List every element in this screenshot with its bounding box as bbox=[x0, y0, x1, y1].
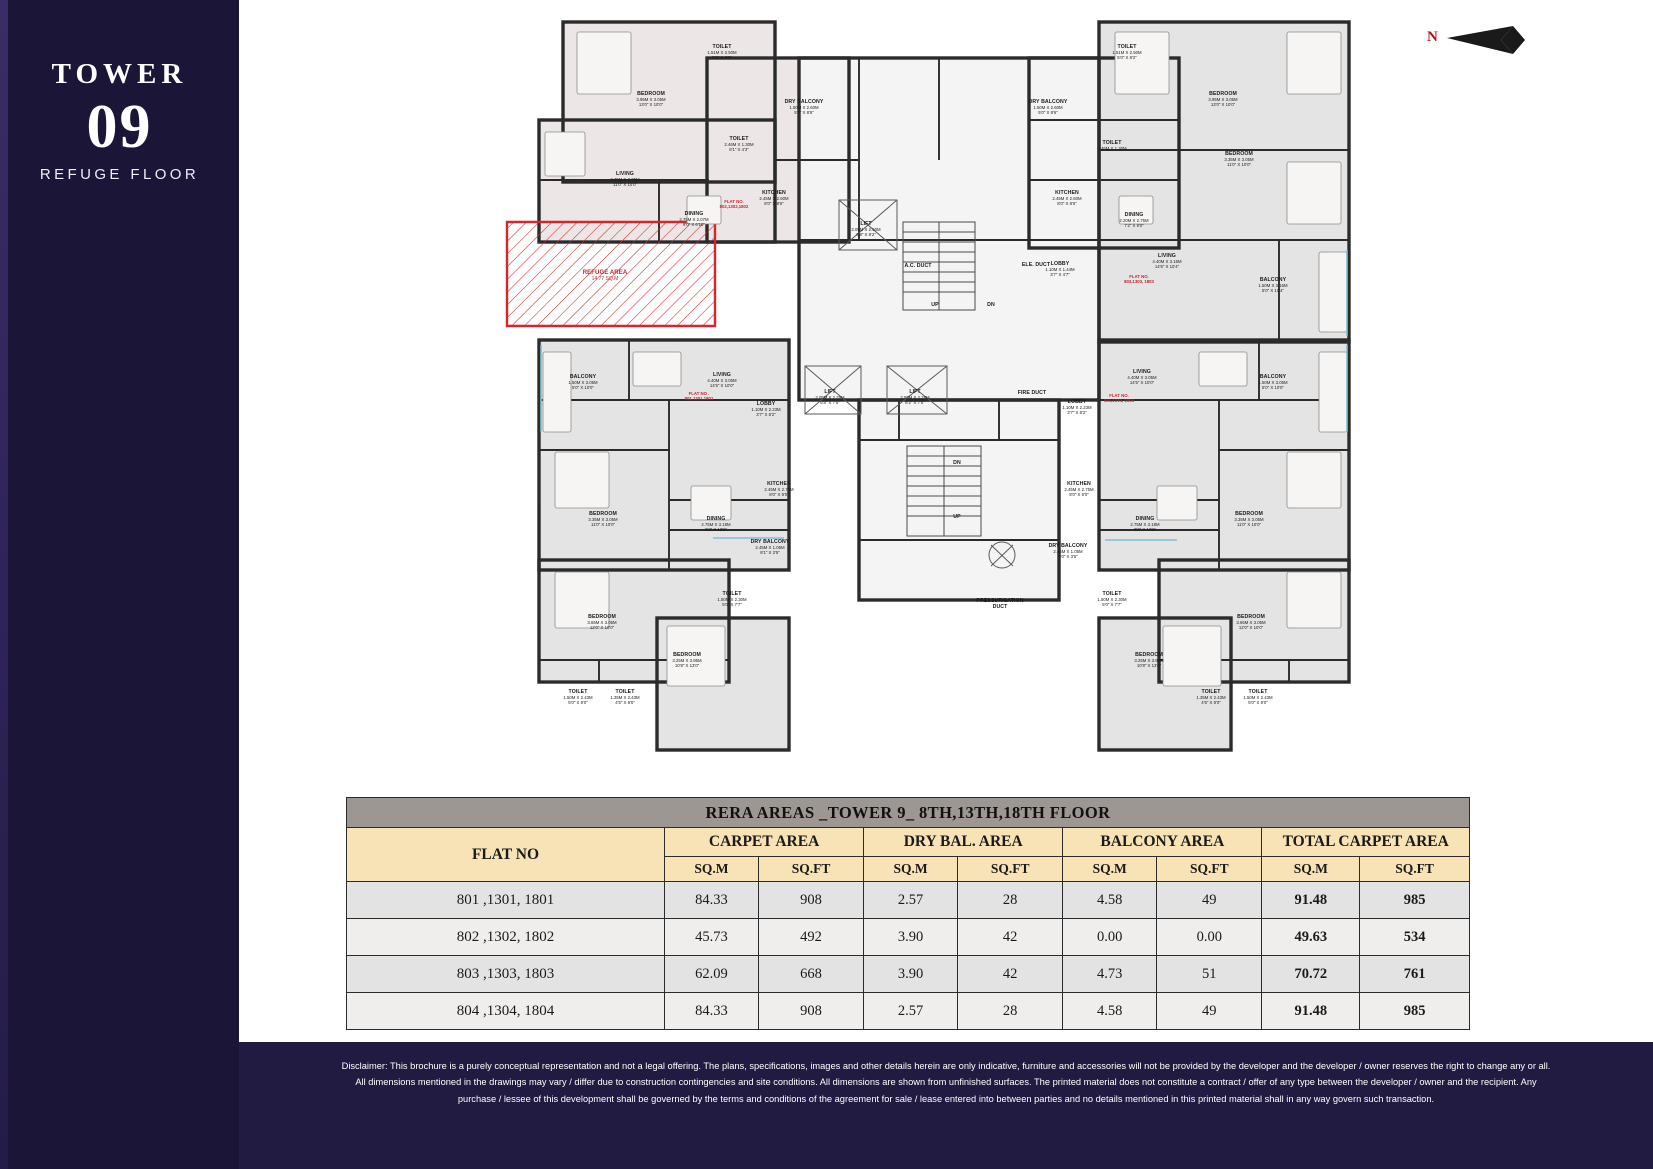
room-dim-metric: 4.40M X 3.05M bbox=[707, 377, 737, 383]
cell-dry-sqft: 42 bbox=[958, 919, 1063, 956]
room-dim-imperial: 14'5" X 10'4" bbox=[1154, 263, 1180, 269]
flat-label-numbers: 804,1304, 1804 bbox=[1104, 397, 1134, 403]
room-dim-metric: 3.35M X 3.05M bbox=[588, 516, 618, 522]
col-total-carpet-area: TOTAL CARPET AREA bbox=[1262, 828, 1470, 857]
room-dim-imperial: 4'5" X 8'0" bbox=[1201, 699, 1221, 705]
floor-plan bbox=[239, 0, 1653, 790]
flat-label-numbers: 801,1301,1801 bbox=[684, 395, 714, 401]
room-name: DN bbox=[953, 460, 961, 466]
room-label bbox=[702, 592, 762, 608]
room-name: BEDROOM bbox=[673, 652, 701, 658]
room-name: BALCONY bbox=[569, 374, 597, 380]
unit-carpet-sqm: SQ.M bbox=[665, 857, 759, 882]
room-dim-imperial: 8'1" X 4'3" bbox=[729, 146, 749, 152]
room-dim-metric: 2.75M X 2.07M bbox=[679, 216, 709, 222]
room-dim-metric: 1.50M X 2.60M bbox=[1033, 104, 1063, 110]
room-name: BEDROOM bbox=[637, 91, 665, 97]
cell-flat-no: 804 ,1304, 1804 bbox=[347, 993, 665, 1030]
table-group-header-row bbox=[347, 828, 1470, 857]
col-flat-no: FLAT NO bbox=[347, 828, 665, 882]
unit-carpet-sqft: SQ.FT bbox=[758, 857, 863, 882]
room-label bbox=[905, 303, 965, 309]
flat-number-label bbox=[704, 200, 764, 210]
room-dim-metric: 2.75M X 3.18M bbox=[701, 521, 731, 527]
main-content bbox=[239, 0, 1653, 1169]
room-dim-metric: 2.46M X 1.30M bbox=[1097, 145, 1127, 151]
room-dim-metric: 1.51M X 2.50M bbox=[707, 49, 737, 55]
room-label bbox=[553, 375, 613, 391]
room-label bbox=[1219, 512, 1279, 528]
room-label bbox=[572, 615, 632, 631]
room-dim-imperial: 8'0" X 3'5" bbox=[1058, 553, 1078, 559]
flat-label-prefix: FLAT NO. bbox=[1109, 393, 1129, 398]
floor-plan-svg bbox=[239, 0, 1653, 790]
room-dim-imperial: 5'0" X 10'0" bbox=[1262, 384, 1284, 390]
cell-balcony-sqm: 4.58 bbox=[1063, 882, 1157, 919]
room-name: BALCONY bbox=[1259, 374, 1287, 380]
room-name: DRY BALCONY bbox=[750, 539, 790, 545]
room-name: UP bbox=[931, 302, 939, 308]
room-dim-metric: 1.50M X 3.16M bbox=[1258, 282, 1288, 288]
room-name: DRY BALCONY bbox=[1028, 99, 1068, 105]
room-dim-metric: 2.50M X 2.25M bbox=[900, 394, 930, 400]
room-name: TOILET bbox=[712, 44, 732, 50]
table-title: RERA AREAS _TOWER 9_ 8TH,13TH,18TH FLOOR bbox=[347, 798, 1470, 828]
room-dim-metric: 1.50M X 2.30M bbox=[1097, 596, 1127, 602]
cell-total-sqft: 761 bbox=[1360, 956, 1470, 993]
room-label bbox=[1082, 592, 1142, 608]
room-dim-imperial: 12'0" X 10'0" bbox=[589, 624, 615, 630]
table-row bbox=[347, 882, 1470, 919]
room-dim-metric: 1.50M X 3.05M bbox=[568, 379, 598, 385]
room-name: TOILET bbox=[615, 689, 635, 695]
room-name: A.C. DUCT bbox=[904, 263, 932, 269]
room-name: KITCHEN bbox=[1055, 190, 1079, 196]
flat-label-numbers: 803,1303, 1803 bbox=[1124, 278, 1154, 284]
cell-total-sqft: 985 bbox=[1360, 882, 1470, 919]
cell-dry-sqft: 28 bbox=[958, 882, 1063, 919]
room-dim-imperial: 11'0" X 10'0" bbox=[613, 181, 637, 187]
room-dim-metric: 1.50M X 2.60M bbox=[789, 104, 819, 110]
room-dim-metric: 2.45M X 2.60M bbox=[1052, 195, 1082, 201]
disclaimer-line-2: All dimensions mentioned in the drawings may vary / differ due to construction contingencies and site conditions. All dimensions are shown from unfinished surfaces. The printed material does not constitute a contract / offer of any type between the developer / owner and the recipient. Any bbox=[355, 1077, 1537, 1088]
room-name: BEDROOM bbox=[1135, 652, 1163, 658]
room-name: LIFT bbox=[860, 221, 872, 227]
sidebar bbox=[0, 0, 239, 1169]
room-label bbox=[1228, 690, 1288, 706]
room-dim-imperial: 5'0" X 8'6" bbox=[794, 109, 814, 115]
room-dim-metric: 1.35M X 2.43M bbox=[610, 694, 640, 700]
cell-carpet-sqft: 668 bbox=[758, 956, 863, 993]
tower-word-label: TOWER bbox=[51, 58, 188, 90]
room-dim-metric: 4.40M X 3.16M bbox=[1152, 258, 1182, 264]
col-balcony-area: BALCONY AREA bbox=[1063, 828, 1262, 857]
room-name: LOBBY bbox=[1050, 261, 1070, 267]
room-dim-imperial: 14'5" X 10'0" bbox=[1129, 379, 1155, 385]
room-name: LIVING bbox=[616, 171, 634, 177]
cell-carpet-sqm: 45.73 bbox=[665, 919, 759, 956]
room-dim-metric: 1.10M X 2.23M bbox=[1062, 404, 1092, 410]
room-label bbox=[1119, 653, 1179, 669]
room-dim-imperial: 5'0" X 8'2" bbox=[712, 54, 732, 60]
room-dim-imperial: 5'0" X 7'7" bbox=[1102, 601, 1122, 607]
room-label bbox=[1018, 100, 1078, 116]
flat-number-label bbox=[1089, 394, 1149, 404]
room-label bbox=[736, 402, 796, 418]
cell-carpet-sqm: 84.33 bbox=[665, 993, 759, 1030]
flat-label-prefix: FLAT NO . bbox=[688, 391, 710, 396]
room-label bbox=[1002, 391, 1062, 397]
room-label bbox=[595, 172, 655, 188]
cell-carpet-sqm: 62.09 bbox=[665, 956, 759, 993]
table-row bbox=[347, 993, 1470, 1030]
disclaimer-line-3: purchase / lessee of this development shall be governed by the terms and conditions of the agreement for sale / lease entered into between parties and no details mentioned in this printed material shall in any way govern such transaction. bbox=[457, 1093, 1435, 1104]
room-label bbox=[1038, 544, 1098, 560]
room-name: TOILET bbox=[1248, 689, 1268, 695]
room-label bbox=[1137, 254, 1197, 270]
room-dim-metric: 3.35M X 3.05M bbox=[1234, 516, 1264, 522]
flat-number-label bbox=[1109, 275, 1169, 285]
room-dim-imperial: 5'0" X 8'2" bbox=[1117, 54, 1137, 60]
room-dim-metric: 3.25M X 3.95M bbox=[672, 657, 702, 663]
room-label bbox=[1115, 517, 1175, 533]
cell-balcony-sqm: 4.58 bbox=[1063, 993, 1157, 1030]
room-dim-imperial: 5'0" X 8'0" bbox=[568, 699, 588, 705]
room-dim-metric: 2.45M X 2.75M bbox=[1064, 486, 1094, 492]
room-dim-imperial: 13'0" X 10'0" bbox=[638, 101, 664, 107]
room-label bbox=[664, 212, 724, 228]
cell-carpet-sqm: 84.33 bbox=[665, 882, 759, 919]
room-name: UP bbox=[953, 514, 961, 520]
cell-total-sqm: 91.48 bbox=[1262, 993, 1360, 1030]
room-label bbox=[686, 517, 746, 533]
room-label bbox=[1221, 615, 1281, 631]
room-label bbox=[1193, 92, 1253, 108]
cell-total-sqm: 49.63 bbox=[1262, 919, 1360, 956]
tower-number-label: 09 bbox=[86, 93, 153, 161]
cell-balcony-sqft: 49 bbox=[1157, 993, 1262, 1030]
room-dim-imperial: 3'7" X 8'2" bbox=[1067, 409, 1087, 415]
room-label bbox=[1030, 262, 1090, 278]
room-dim-imperial: 5'0" X 10'4" bbox=[1262, 287, 1284, 293]
room-label bbox=[709, 137, 769, 153]
room-label bbox=[927, 461, 987, 467]
room-dim-imperial: 8'0" X 8'6" bbox=[764, 200, 784, 206]
room-name: DN bbox=[987, 302, 995, 308]
flat-label-prefix: FLAT NO. bbox=[1129, 274, 1149, 279]
room-label bbox=[774, 100, 834, 116]
room-dim-imperial: 3'7" X 4'7" bbox=[1050, 271, 1070, 277]
room-dim-imperial: 11'0" X 10'0" bbox=[1237, 521, 1261, 527]
room-label bbox=[1209, 152, 1269, 168]
room-label bbox=[885, 390, 945, 406]
room-label bbox=[1243, 375, 1303, 391]
room-name: BEDROOM bbox=[589, 511, 617, 517]
cell-dry-sqft: 28 bbox=[958, 993, 1063, 1030]
cell-dry-sqm: 2.57 bbox=[864, 993, 958, 1030]
room-dim-metric: 3.25M X 3.95M bbox=[1134, 657, 1164, 663]
room-label bbox=[740, 540, 800, 556]
room-name: TOILET bbox=[1117, 44, 1137, 50]
room-name: TOILET bbox=[722, 591, 742, 597]
room-dim-imperial: 9'0" X 6'10" bbox=[683, 221, 705, 227]
cell-balcony-sqft: 49 bbox=[1157, 882, 1262, 919]
room-label bbox=[800, 390, 860, 406]
room-name: DINING bbox=[684, 211, 704, 217]
cell-dry-sqm: 3.90 bbox=[864, 956, 958, 993]
room-name: LIFT bbox=[824, 389, 836, 395]
room-name: BEDROOM bbox=[588, 614, 616, 620]
room-dim-imperial: 8'0" X 8'6" bbox=[1057, 200, 1077, 206]
room-dim-metric: 2.46M X 1.30M bbox=[724, 141, 754, 147]
unit-bal-sqft: SQ.FT bbox=[1157, 857, 1262, 882]
room-label bbox=[1082, 141, 1142, 152]
room-dim-imperial: 5'0" X 7'7" bbox=[722, 601, 742, 607]
cell-total-sqft: 534 bbox=[1360, 919, 1470, 956]
room-dim-imperial: 6'8" X 7'5" bbox=[820, 399, 840, 405]
room-dim-metric: 1.50M X 2.30M bbox=[717, 596, 747, 602]
disclaimer-block bbox=[239, 1042, 1653, 1169]
disclaimer-line-1: Disclaimer: This brochure is a purely conceptual representation and not a legal offering. The plans, specifications, images and other details herein are only indicative, furniture and accessories will not be provided by the developer and the developer / owner reserves the right to change any or all. bbox=[341, 1061, 1551, 1071]
cell-carpet-sqft: 908 bbox=[758, 993, 863, 1030]
room-dim-metric: 1.10M X 1.44M bbox=[1045, 266, 1075, 272]
room-label bbox=[595, 690, 655, 706]
room-label bbox=[888, 264, 948, 270]
flat-label-prefix: FLAT NO. bbox=[724, 199, 744, 204]
room-dim-imperial: 12'0" X 10'0" bbox=[1238, 624, 1264, 630]
room-dim-metric: 2.45M X 2.75M bbox=[764, 486, 794, 492]
room-dim-metric: 2.45M X 2.60M bbox=[759, 195, 789, 201]
room-name: ELE. DUCT bbox=[1021, 262, 1051, 268]
room-dim-imperial: 8'1" X 3'5" bbox=[760, 549, 780, 555]
room-label bbox=[836, 222, 896, 238]
unit-bal-sqm: SQ.M bbox=[1063, 857, 1157, 882]
room-dim-metric: 2.05M X 2.50M bbox=[851, 226, 881, 232]
room-dim-imperial: 6'8" X 8'2" bbox=[856, 231, 876, 237]
room-dim-metric: 1.35M X 2.43M bbox=[1196, 694, 1226, 700]
room-label bbox=[927, 515, 987, 521]
room-label bbox=[1049, 482, 1109, 498]
room-dim-metric: 1.50M X 2.43M bbox=[563, 694, 593, 700]
room-name: KITCHEN bbox=[1067, 481, 1091, 487]
room-label bbox=[621, 92, 681, 108]
floor-type-label: REFUGE FLOOR bbox=[39, 166, 200, 183]
room-name: KITCHEN bbox=[767, 481, 791, 487]
cell-flat-no: 802 ,1302, 1802 bbox=[347, 919, 665, 956]
room-dim-imperial: 3'7" X 8'2" bbox=[756, 411, 776, 417]
room-dim-imperial: 10'8" X 13'0" bbox=[1136, 662, 1162, 668]
room-name: DINING bbox=[1124, 212, 1144, 218]
cell-balcony-sqft: 51 bbox=[1157, 956, 1262, 993]
rera-table-wrapper bbox=[346, 797, 1470, 1030]
col-dry-bal-area: DRY BAL. AREA bbox=[864, 828, 1063, 857]
room-dim-imperial: 9'0" X 10'6" bbox=[1134, 526, 1156, 532]
room-dim-imperial: 5'0" X 8'0" bbox=[1248, 699, 1268, 705]
col-carpet-area: CARPET AREA bbox=[665, 828, 864, 857]
room-dim-imperial: 14'5" X 10'0" bbox=[709, 382, 735, 388]
room-dim-imperial: 8'0" X 9'0" bbox=[769, 491, 789, 497]
room-label bbox=[573, 512, 633, 528]
room-dim-imperial: 11'0" X 10'0" bbox=[1227, 161, 1251, 167]
cell-dry-sqm: 2.57 bbox=[864, 882, 958, 919]
unit-dry-sqft: SQ.FT bbox=[958, 857, 1063, 882]
room-dim-imperial: 8'0" X 9'0" bbox=[1069, 491, 1089, 497]
room-dim-imperial: 4'5" X 8'0" bbox=[615, 699, 635, 705]
room-dim-imperial: 7'2" X 9'0" bbox=[1124, 222, 1144, 228]
room-label bbox=[692, 373, 752, 389]
room-dim-metric: 1.50M X 3.05M bbox=[1258, 379, 1288, 385]
cell-balcony-sqft: 0.00 bbox=[1157, 919, 1262, 956]
room-dim-metric: 3.95M X 3.05M bbox=[636, 96, 666, 102]
rera-areas-table bbox=[346, 797, 1470, 1030]
room-name: TOILET bbox=[1102, 140, 1122, 146]
room-label bbox=[692, 45, 752, 61]
table-title-row bbox=[347, 798, 1470, 828]
room-name: BEDROOM bbox=[1225, 151, 1253, 157]
room-dim-metric: 3.35M X 3.05M bbox=[1224, 156, 1254, 162]
cell-balcony-sqm: 0.00 bbox=[1063, 919, 1157, 956]
room-label bbox=[1104, 213, 1164, 229]
flat-label-numbers: 802,1302,1802 bbox=[719, 203, 749, 209]
table-row bbox=[347, 956, 1470, 993]
room-name: DRY BALCONY bbox=[784, 99, 824, 105]
room-name: PRESSURISATION DUCT bbox=[976, 598, 1024, 610]
room-dim-imperial: 8'2" X 7'5" bbox=[905, 399, 925, 405]
room-dim-imperial: 5'0" X 10'0" bbox=[572, 384, 594, 390]
room-label bbox=[1243, 278, 1303, 294]
refuge-area-label: REFUGE AREA 14.77 SQ.M bbox=[582, 270, 628, 282]
room-dim-metric: 3.95M X 3.05M bbox=[1208, 96, 1238, 102]
room-dim-metric: 3.65M X 3.05M bbox=[1236, 619, 1266, 625]
unit-dry-sqm: SQ.M bbox=[864, 857, 958, 882]
cell-carpet-sqft: 908 bbox=[758, 882, 863, 919]
room-dim-metric: 2.45M X 1.05M bbox=[1053, 548, 1083, 554]
room-name: LOBBY bbox=[756, 401, 776, 407]
room-name: BEDROOM bbox=[1237, 614, 1265, 620]
room-name: BEDROOM bbox=[1209, 91, 1237, 97]
room-name: TOILET bbox=[729, 136, 749, 142]
room-dim-metric: 1.51M X 2.50M bbox=[1112, 49, 1142, 55]
room-dim-imperial: 13'0" X 10'0" bbox=[1210, 101, 1236, 107]
room-dim-imperial: 10'8" X 13'0" bbox=[674, 662, 700, 668]
north-label: N bbox=[1427, 29, 1438, 45]
room-label bbox=[749, 482, 809, 498]
rera-table-body bbox=[347, 882, 1470, 1030]
room-dim-metric: 1.10M X 2.23M bbox=[751, 406, 781, 412]
room-name: LIVING bbox=[1158, 253, 1176, 259]
room-label bbox=[1037, 191, 1097, 207]
room-name: TOILET bbox=[1201, 689, 1221, 695]
room-label bbox=[1097, 45, 1157, 61]
room-label bbox=[1112, 370, 1172, 386]
unit-total-sqft: SQ.FT bbox=[1360, 857, 1470, 882]
flat-number-label bbox=[669, 392, 729, 402]
room-label bbox=[970, 599, 1030, 611]
room-dim-metric: 2.75M X 3.18M bbox=[1130, 521, 1160, 527]
room-dim-metric: 1.50M X 2.43M bbox=[1243, 694, 1273, 700]
room-name: DRY BALCONY bbox=[1048, 543, 1088, 549]
room-dim-imperial: 5'0" X 8'6" bbox=[1038, 109, 1058, 115]
room-dim-metric: 2.20M X 2.75M bbox=[1119, 217, 1149, 223]
room-label bbox=[657, 653, 717, 669]
cell-balcony-sqm: 4.73 bbox=[1063, 956, 1157, 993]
cell-flat-no: 803 ,1303, 1803 bbox=[347, 956, 665, 993]
room-name: DINING bbox=[706, 516, 726, 522]
room-name: LIFT bbox=[909, 389, 921, 395]
room-dim-metric: 3.65M X 3.05M bbox=[587, 619, 617, 625]
room-name: FIRE DUCT bbox=[1017, 390, 1047, 396]
table-row bbox=[347, 919, 1470, 956]
cell-flat-no: 801 ,1301, 1801 bbox=[347, 882, 665, 919]
room-label bbox=[961, 303, 1021, 309]
cell-dry-sqft: 42 bbox=[958, 956, 1063, 993]
room-dim-metric: 2.05M X 2.25M bbox=[815, 394, 845, 400]
cell-carpet-sqft: 492 bbox=[758, 919, 863, 956]
cell-dry-sqm: 3.90 bbox=[864, 919, 958, 956]
room-name: TOILET bbox=[568, 689, 588, 695]
cell-total-sqft: 985 bbox=[1360, 993, 1470, 1030]
room-dim-imperial: 11'0" X 10'0" bbox=[591, 521, 615, 527]
room-dim-metric: 3.35M X 3.05M bbox=[610, 176, 640, 182]
cell-total-sqm: 91.48 bbox=[1262, 882, 1360, 919]
room-name: BEDROOM bbox=[1235, 511, 1263, 517]
room-name: KITCHEN bbox=[762, 190, 786, 196]
cell-total-sqm: 70.72 bbox=[1262, 956, 1360, 993]
room-dim-metric: 2.45M X 1.05M bbox=[755, 544, 785, 550]
room-name: LIVING bbox=[713, 372, 731, 378]
room-dim-imperial: 9'0" X 10'6" bbox=[705, 526, 727, 532]
room-name: LOBBY bbox=[1067, 399, 1087, 405]
unit-total-sqm: SQ.M bbox=[1262, 857, 1360, 882]
room-name: BALCONY bbox=[1259, 277, 1287, 283]
room-name: LIVING bbox=[1133, 369, 1151, 375]
room-dim-metric: 4.40M X 3.05M bbox=[1127, 374, 1157, 380]
room-name: DINING bbox=[1135, 516, 1155, 522]
room-name: TOILET bbox=[1102, 591, 1122, 597]
